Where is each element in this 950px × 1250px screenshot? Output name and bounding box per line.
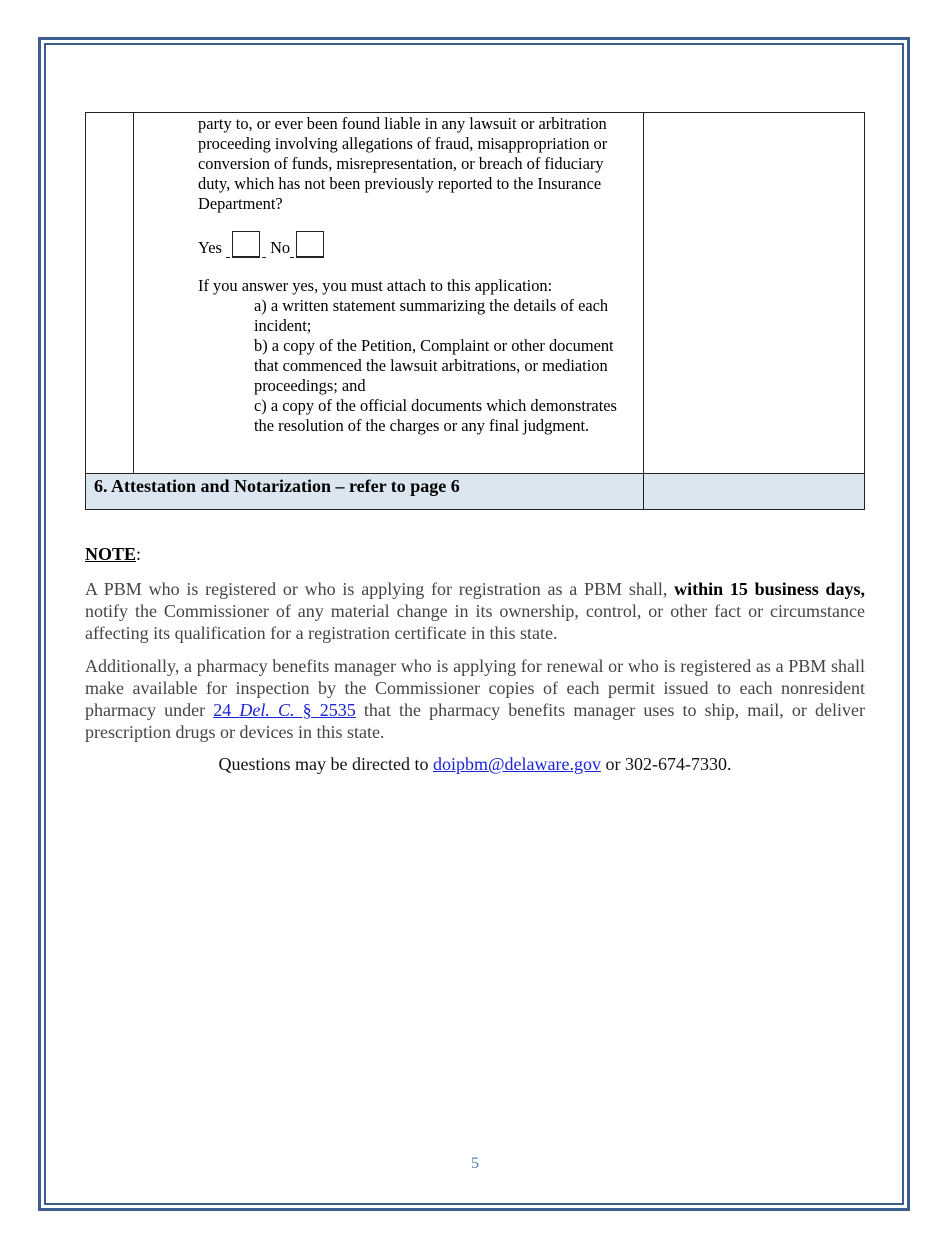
- email-link[interactable]: doipbm@delaware.gov: [432, 754, 601, 774]
- yes-label: Yes: [198, 238, 222, 257]
- note-paragraph-1: A PBM who is registered or who is applying for registration as a PBM shall, within 15 business days, notify the Commissioner of any material change in its ownership, control, or other fact or circumstance affecting its qualification for a registration certificate in this state.: [85, 579, 865, 643]
- question-text: party to, or ever been found liable in any lawsuit or arbitration proceeding involving allegations of fraud, misappropriation or conversion of funds, misrepresentation, or breach of fiduciary duty, which has not been previously reported to the Insurance Department?: [198, 114, 608, 213]
- yes-checkbox[interactable]: [232, 231, 260, 258]
- table-column-divider: [643, 113, 644, 509]
- yes-no-row: [198, 231, 326, 258]
- no-checkbox[interactable]: [296, 231, 324, 258]
- section-title: 6. Attestation and Notarization – refer to page 6: [94, 476, 460, 496]
- attach-item: b) a copy of the Petition, Complaint or other document that commenced the lawsuit arbitrations, or mediation proceedings; and: [254, 336, 614, 395]
- deadline-emphasis: within 15 business days,: [674, 579, 865, 599]
- attach-list: [254, 296, 639, 436]
- page-number: 5: [471, 1155, 479, 1172]
- table-column-divider: [643, 474, 644, 509]
- attach-intro: If you answer yes, you must attach to this application:: [198, 276, 553, 295]
- attach-item: c) a copy of the official documents which demonstrates the resolution of the charges or any final judgment.: [254, 396, 617, 435]
- note-heading: NOTE:: [85, 544, 142, 564]
- note-paragraph-2: Additionally, a pharmacy benefits manager who is applying for renewal or who is registered as a PBM shall make available for inspection by the Commissioner copies of each permit issued to each nonresident pharmacy under 24 Del. C. § 2535 that the pharmacy benefits manager uses to ship, mail, or deliver prescription drugs or devices in this state.: [85, 656, 866, 742]
- table-column-divider: [133, 113, 134, 473]
- contact-line: Questions may be directed to doipbm@delaware.gov or 302-674-7330.: [218, 754, 732, 774]
- statute-link[interactable]: 24 Del. C. § 2535: [213, 700, 356, 720]
- no-label: No: [270, 238, 291, 257]
- attach-item: a) a written statement summarizing the details of each incident;: [254, 296, 609, 335]
- form-table: [85, 112, 865, 510]
- section-header-row: [86, 474, 864, 509]
